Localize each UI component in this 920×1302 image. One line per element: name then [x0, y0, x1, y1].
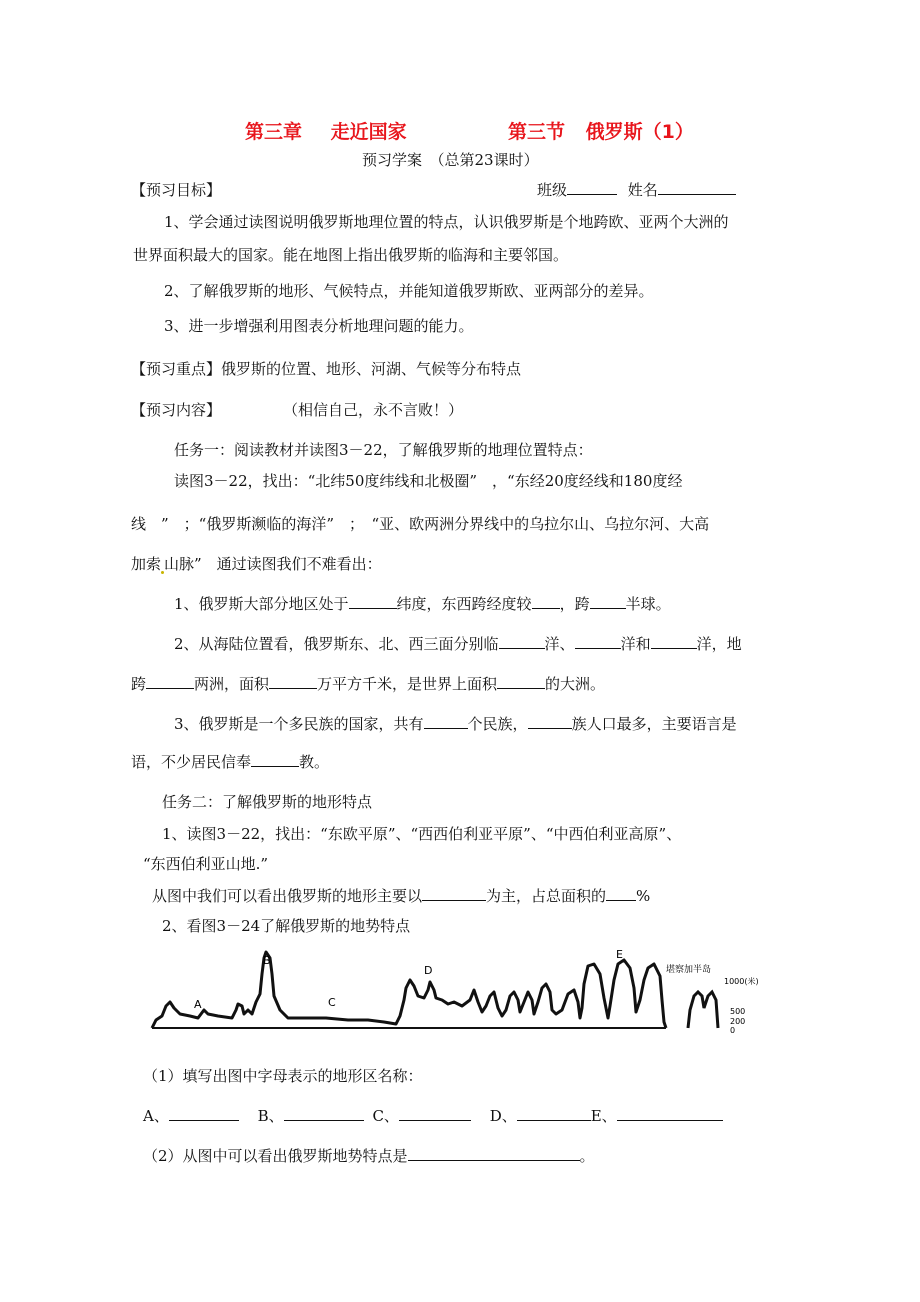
main-q-text-c: % — [636, 887, 651, 905]
section-number: 第三节 — [508, 121, 566, 143]
q2-text-f: 两洲，面积 — [194, 675, 270, 693]
task1-q3-line1 — [174, 714, 737, 734]
content-label: 【预习内容】 — [131, 401, 222, 419]
answer-a-blank[interactable] — [169, 1106, 239, 1121]
question-2-end: 。 — [579, 1147, 595, 1165]
focus-label: 【预习重点】 — [131, 360, 222, 378]
task1-read-2: 线 ” ；“俄罗斯濒临的海洋” ； “亚、欧两洲分界线中的乌拉尔山、乌拉尔河、大高 — [131, 515, 710, 533]
figure-intro: 2、看图3－24了解俄罗斯的地势特点 — [162, 917, 411, 935]
ethnic-count-blank[interactable] — [424, 714, 468, 729]
goal-1b: 世界面积最大的国家。能在地图上指出俄罗斯的临海和主要邻国。 — [133, 246, 569, 264]
q1-text-a: 1、俄罗斯大部分地区处于 — [174, 595, 349, 613]
q3-text-d: 语，不少居民信奉 — [131, 753, 252, 771]
name-blank[interactable] — [658, 180, 736, 195]
religion-blank[interactable] — [251, 752, 299, 767]
blank-label-a: A、 — [143, 1107, 169, 1125]
class-name-field — [537, 180, 736, 200]
label-c: C — [328, 996, 336, 1009]
blank-label-e: E、 — [590, 1107, 617, 1125]
answer-b-blank[interactable] — [284, 1106, 364, 1121]
main-q-text-a: 从图中我们可以看出俄罗斯的地形主要以 — [152, 887, 423, 905]
task1-read-3b: 山脉” 通过读图我们不难看出： — [164, 555, 382, 573]
question-2-text: （2）从图中可以看出俄罗斯地势特点是 — [143, 1147, 408, 1165]
q1-text-b: 纬度，东西跨经度较 — [396, 595, 532, 613]
longitude-blank[interactable] — [532, 594, 560, 609]
answer-d-blank[interactable] — [517, 1106, 591, 1121]
task1-title: 任务一：阅读教材并读图3－22，了解俄罗斯的地理位置特点： — [174, 441, 593, 459]
percent-blank[interactable] — [606, 886, 636, 901]
terrain-trend-blank[interactable] — [408, 1146, 580, 1161]
legend-tick-200: 200 — [730, 1017, 746, 1026]
subtitle: 预习学案 （总第23课时） — [362, 151, 539, 169]
chapter-number: 第三章 — [245, 121, 303, 143]
section-title — [508, 117, 694, 144]
label-d: D — [424, 964, 433, 977]
terrain-profile-figure — [148, 944, 759, 1036]
goal-3: 3、进一步增强利用图表分析地理问题的能力。 — [164, 317, 474, 335]
west-ocean-blank[interactable] — [651, 634, 697, 649]
name-label: 姓名 — [627, 181, 658, 199]
answer-blanks-row — [143, 1106, 723, 1126]
class-label: 班级 — [537, 181, 568, 199]
section-name: 俄罗斯（1） — [585, 121, 694, 143]
question-1: （1）填写出图中字母表示的地形区名称： — [143, 1067, 423, 1085]
continents-blank[interactable] — [146, 674, 194, 689]
legend-peak — [688, 992, 718, 1028]
class-blank[interactable] — [567, 180, 617, 195]
chapter-name: 走近国家 — [330, 121, 407, 143]
task1-read-1: 读图3－22，找出：“北纬50度纬线和北极圈” ，“东经20度经线和180度经 — [174, 472, 683, 490]
label-e: E — [616, 948, 623, 961]
legend-top: 1000(米) — [724, 977, 759, 986]
task1-q2-line2 — [131, 674, 605, 694]
task1-read-3 — [131, 554, 382, 574]
motto: （相信自己，永不言败！） — [283, 401, 464, 419]
chapter-title — [245, 117, 407, 144]
task1-q3-line2 — [131, 752, 329, 772]
task1-q2-line1 — [174, 634, 742, 654]
landform-blank[interactable] — [422, 886, 486, 901]
label-b: B — [263, 954, 271, 967]
q3-text-c: 族人口最多，主要语言是 — [571, 715, 737, 733]
q1-text-d: 半球。 — [625, 595, 671, 613]
q2-text-c: 洋和 — [620, 635, 651, 653]
blank-label-b: B、 — [257, 1107, 284, 1125]
legend-tick-0: 0 — [730, 1026, 736, 1035]
legend-tick-500: 500 — [730, 1007, 746, 1016]
goal-1a: 1、学会通过读图说明俄罗斯地理位置的特点，认识俄罗斯是个地跨欧、亚两个大洲的 — [164, 213, 729, 231]
answer-e-blank[interactable] — [617, 1106, 723, 1121]
focus-line — [131, 359, 521, 379]
main-q-text-b: 为主，占总面积的 — [486, 887, 607, 905]
rank-blank[interactable] — [497, 674, 545, 689]
area-blank[interactable] — [269, 674, 317, 689]
task2-main-question — [152, 886, 650, 906]
north-ocean-blank[interactable] — [575, 634, 621, 649]
q2-text-g: 万平方千米，是世界上面积 — [317, 675, 498, 693]
legend-title: 堪察加半岛 — [666, 965, 712, 975]
task1-read-3a: 加索 — [131, 555, 162, 573]
blank-label-c: C、 — [372, 1107, 399, 1125]
main-ethnic-blank[interactable] — [528, 714, 572, 729]
question-2 — [143, 1146, 595, 1166]
answer-c-blank[interactable] — [399, 1106, 471, 1121]
task2-read-1: 1、读图3－22，找出：“东欧平原”、“西西伯利亚平原”、“中西伯利亚高原”、 — [162, 825, 682, 843]
q3-text-e: 教。 — [299, 753, 330, 771]
q2-text-h: 的大洲。 — [545, 675, 606, 693]
hemisphere-blank[interactable] — [590, 594, 626, 609]
q3-text-a: 3、俄罗斯是一个多民族的国家，共有 — [174, 715, 424, 733]
q1-text-c: ，跨 — [559, 595, 590, 613]
blank-label-d: D、 — [489, 1107, 517, 1125]
q2-text-a: 2、从海陆位置看，俄罗斯东、北、西三面分别临 — [174, 635, 499, 653]
q3-text-b: 个民族， — [467, 715, 528, 733]
task1-q1 — [174, 594, 671, 614]
q2-text-b: 洋、 — [544, 635, 575, 653]
profile-line — [152, 952, 666, 1028]
task2-read-2: “东西伯利亚山地.” — [143, 855, 269, 873]
east-ocean-blank[interactable] — [499, 634, 545, 649]
goals-label: 【预习目标】 — [131, 181, 222, 199]
q2-text-d: 洋，地 — [696, 635, 742, 653]
label-a: A — [194, 998, 202, 1011]
q2-text-e: 跨 — [131, 675, 147, 693]
goal-2: 2、了解俄罗斯的地形、气候特点，并能知道俄罗斯欧、亚两部分的差异。 — [164, 282, 654, 300]
focus-text: 俄罗斯的位置、地形、河湖、气候等分布特点 — [221, 360, 522, 378]
task2-title: 任务二：了解俄罗斯的地形特点 — [162, 793, 373, 811]
latitude-blank[interactable] — [349, 594, 397, 609]
